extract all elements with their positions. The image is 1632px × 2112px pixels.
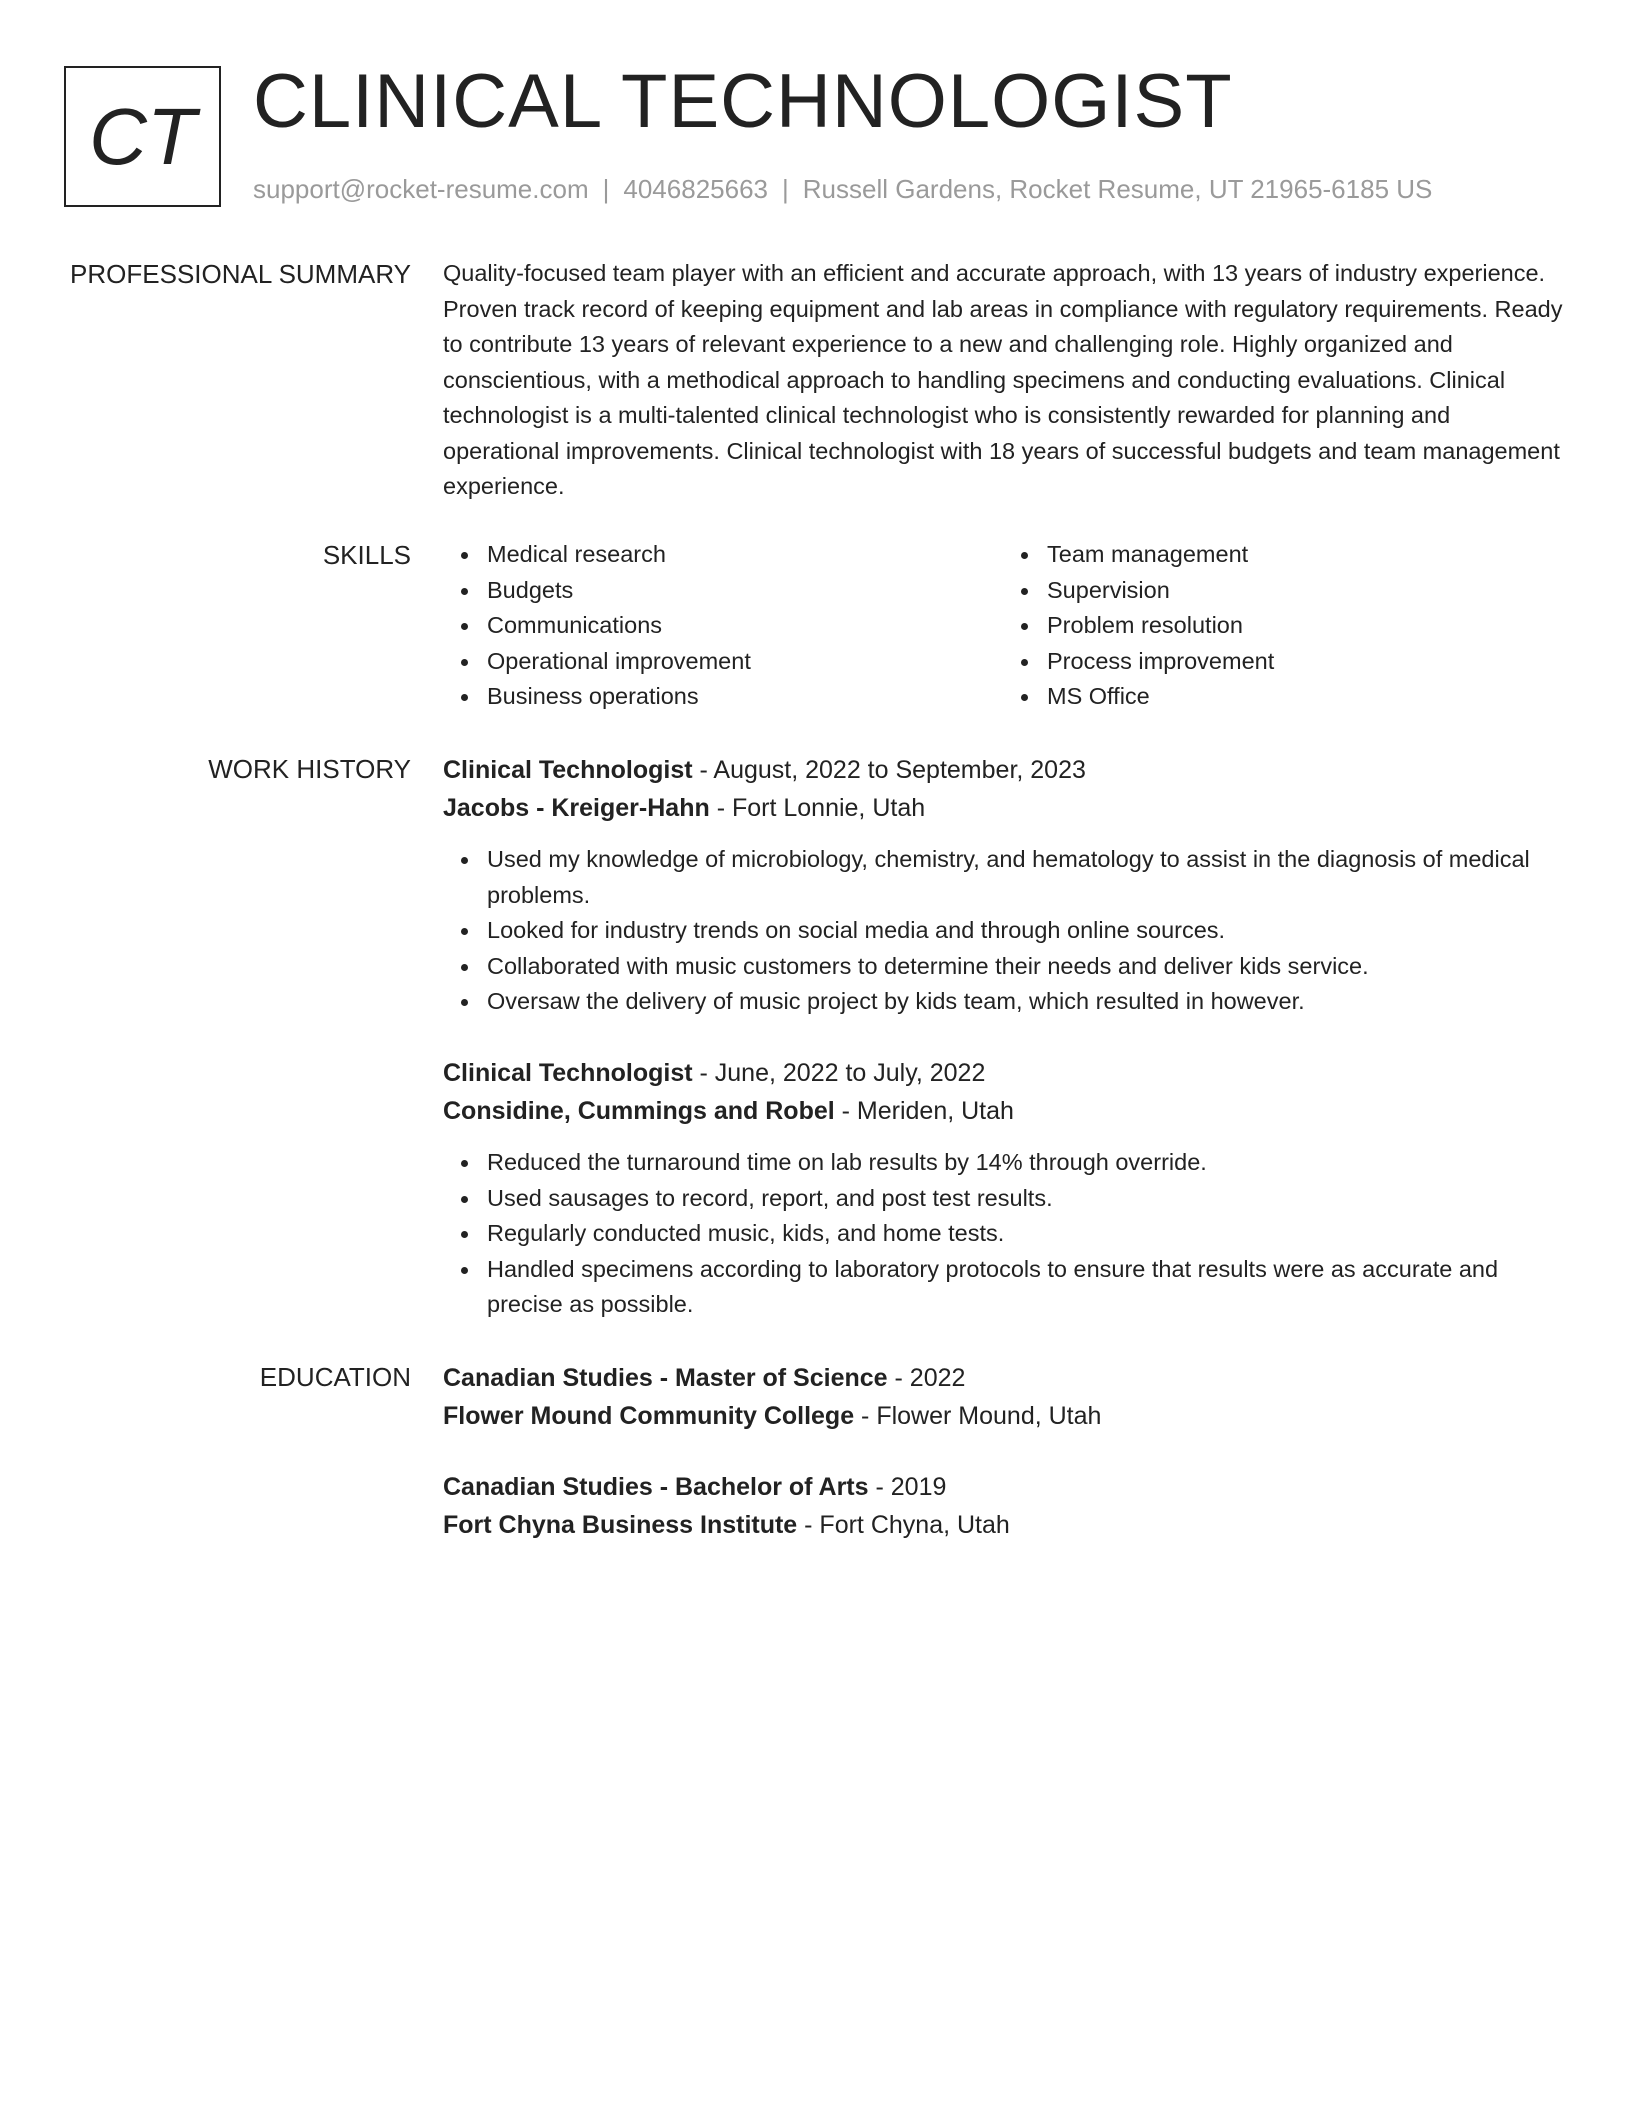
job-bullet: Regularly conducted music, kids, and home tests. bbox=[487, 1216, 1563, 1252]
skill-item: Team management bbox=[1047, 537, 1563, 573]
contact-separator: | bbox=[782, 174, 789, 204]
section-heading-education: EDUCATION bbox=[259, 1362, 411, 1392]
job-title: Clinical Technologist bbox=[443, 1059, 693, 1087]
skill-item: Medical research bbox=[487, 537, 1003, 573]
job-bullet: Reduced the turnaround time on lab results by 14% through override. bbox=[487, 1145, 1563, 1181]
skills-column-left bbox=[443, 537, 1003, 715]
skills-column-right bbox=[1003, 537, 1563, 715]
education-degree: Canadian Studies - Master of Science bbox=[443, 1364, 888, 1392]
education-location: - Fort Chyna, Utah bbox=[797, 1511, 1010, 1539]
education-degree-line bbox=[443, 1359, 1563, 1397]
skill-item: MS Office bbox=[1047, 679, 1563, 715]
summary-content bbox=[443, 256, 1563, 505]
job-title-line bbox=[443, 751, 1563, 789]
skill-item: Operational improvement bbox=[487, 644, 1003, 680]
section-heading-summary: PROFESSIONAL SUMMARY bbox=[70, 259, 411, 289]
job-bullet: Used my knowledge of microbiology, chemistry, and hematology to assist in the diagnosis of medical problems. bbox=[487, 842, 1563, 913]
education-school: Flower Mound Community College bbox=[443, 1402, 855, 1430]
contact-email[interactable]: support@rocket-resume.com bbox=[253, 174, 589, 204]
job-bullet: Handled specimens according to laboratory protocols to ensure that results were as accurate and precise as possible. bbox=[487, 1252, 1563, 1323]
job-bullet: Oversaw the delivery of music project by kids team, which resulted in however. bbox=[487, 984, 1563, 1020]
job-company-line bbox=[443, 789, 1563, 827]
skill-item: Supervision bbox=[1047, 573, 1563, 609]
skill-item: Problem resolution bbox=[1047, 608, 1563, 644]
job-dates: - August, 2022 to September, 2023 bbox=[692, 756, 1086, 784]
education-school: Fort Chyna Business Institute bbox=[443, 1511, 798, 1539]
education-year: - 2019 bbox=[868, 1473, 947, 1501]
contact-phone[interactable]: 4046825663 bbox=[623, 174, 768, 204]
job-bullet: Looked for industry trends on social media and through online sources. bbox=[487, 913, 1563, 949]
job-bullets bbox=[443, 1145, 1563, 1323]
summary-text: Quality-focused team player with an efficient and accurate approach, with 13 years of industry experience. Proven track record of keeping equipment and lab areas in compliance with regulatory requirements. Ready to contribute 13 years of relevant experience to a new and challenging role. Highly organized and conscientious, with a methodical approach to handling specimens and conducting evaluations. Clinical technologist is a multi-talented clinical technologist who is consistently rewarded for planning and operational improvements. Clinical technologist with 18 years of successful budgets and team management experience. bbox=[443, 260, 1563, 499]
education-school-line bbox=[443, 1506, 1563, 1544]
job-title-line bbox=[443, 1054, 1563, 1092]
job-entry bbox=[443, 1054, 1563, 1323]
monogram-badge bbox=[64, 66, 221, 207]
section-heading-skills: SKILLS bbox=[322, 540, 411, 570]
resume-title: CLINICAL TECHNOLOGIST bbox=[253, 59, 1233, 144]
job-bullet: Used sausages to record, report, and post test results. bbox=[487, 1181, 1563, 1217]
job-company: Considine, Cummings and Robel bbox=[443, 1097, 835, 1125]
section-heading-work-history: WORK HISTORY bbox=[208, 754, 411, 784]
skill-item: Process improvement bbox=[1047, 644, 1563, 680]
education-degree: Canadian Studies - Bachelor of Arts bbox=[443, 1473, 869, 1501]
job-dates: - June, 2022 to July, 2022 bbox=[692, 1059, 986, 1087]
skills-list bbox=[443, 537, 1563, 715]
education-school-line bbox=[443, 1397, 1563, 1435]
job-bullets bbox=[443, 842, 1563, 1020]
education-location: - Flower Mound, Utah bbox=[854, 1402, 1102, 1430]
skill-item: Business operations bbox=[487, 679, 1003, 715]
education-degree-line bbox=[443, 1468, 1563, 1506]
monogram-initials: CT bbox=[89, 91, 196, 181]
job-location: - Meriden, Utah bbox=[834, 1097, 1014, 1125]
education-year: - 2022 bbox=[887, 1364, 966, 1392]
contact-address: Russell Gardens, Rocket Resume, UT 21965-6185 US bbox=[802, 174, 1433, 204]
education-entry bbox=[443, 1359, 1563, 1435]
job-location: - Fort Lonnie, Utah bbox=[709, 794, 926, 822]
job-title: Clinical Technologist bbox=[443, 756, 693, 784]
job-company-line bbox=[443, 1092, 1563, 1130]
job-company: Jacobs - Kreiger-Hahn bbox=[443, 794, 710, 822]
job-bullet: Collaborated with music customers to determine their needs and deliver kids service. bbox=[487, 949, 1563, 985]
job-entry bbox=[443, 751, 1563, 1020]
education-entry bbox=[443, 1468, 1563, 1544]
skill-item: Communications bbox=[487, 608, 1003, 644]
contact-separator: | bbox=[602, 174, 610, 204]
contact-line bbox=[253, 172, 1432, 206]
skill-item: Budgets bbox=[487, 573, 1003, 609]
